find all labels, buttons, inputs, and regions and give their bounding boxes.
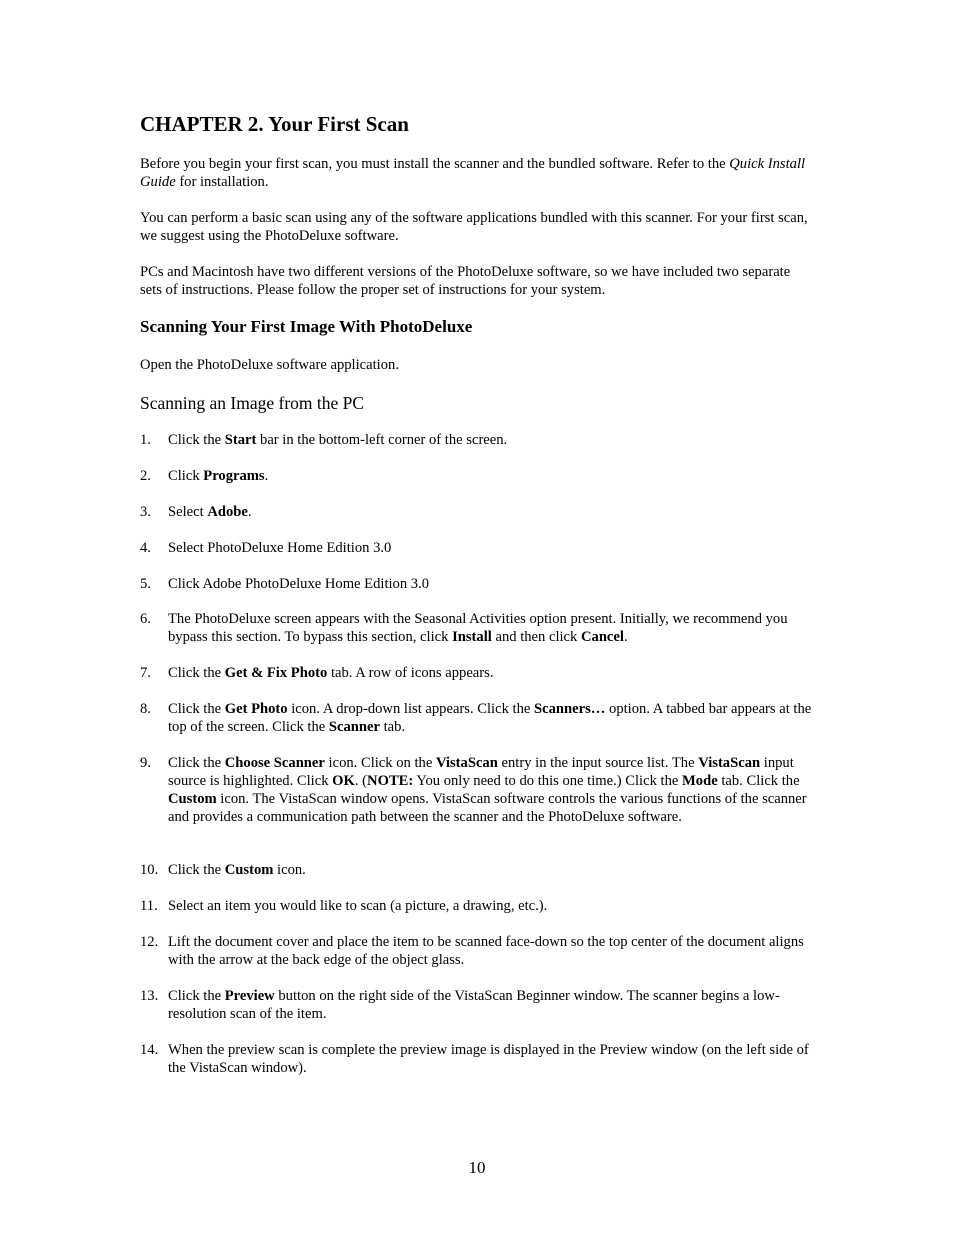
step-number: 5. xyxy=(140,576,151,592)
page-number: 10 xyxy=(468,1158,486,1177)
step-item xyxy=(140,610,814,646)
step-text: Click Programs. xyxy=(168,468,269,484)
step-number: 1. xyxy=(140,432,151,448)
step-text: Click the Start bar in the bottom-left corner of the screen. xyxy=(168,432,508,448)
open-instruction: Open the PhotoDeluxe software application. xyxy=(140,357,399,373)
step-item xyxy=(140,897,814,915)
step-item xyxy=(140,987,814,1023)
step-text: Select Adobe. xyxy=(168,504,252,520)
step-item xyxy=(140,700,814,736)
step-item xyxy=(140,1041,814,1077)
step-number: 12. xyxy=(140,934,159,950)
step-text: Select an item you would like to scan (a picture, a drawing, etc.). xyxy=(168,898,548,914)
quick-install-guide-ref: Quick Install Guide xyxy=(140,156,806,190)
step-number: 4. xyxy=(140,540,151,556)
step-item xyxy=(140,575,814,593)
step-text: Click the Choose Scanner icon. Click on the VistaScan entry in the input source list. The VistaScan input source is highlighted. Click OK. (NOTE: You only need to do this one time.) Click the Mode tab. Click the Custom icon. The VistaScan window opens. VistaScan software controls the various functions of the scanner and provides a communication path between the scanner and the PhotoDeluxe software. xyxy=(168,755,807,825)
step-number: 9. xyxy=(140,755,151,771)
step-text: Click the Get & Fix Photo tab. A row of icons appears. xyxy=(168,665,494,681)
step-item xyxy=(140,503,814,521)
step-number: 3. xyxy=(140,504,151,520)
step-number: 11. xyxy=(140,898,158,914)
intro-paragraph-3: PCs and Macintosh have two different versions of the PhotoDeluxe software, so we have included two separate sets of instructions. Please follow the proper set of instructions for your system. xyxy=(140,264,791,298)
step-number: 7. xyxy=(140,665,151,681)
step-number: 6. xyxy=(140,611,151,627)
intro-p1-text-end: for installation. xyxy=(175,174,269,190)
intro-paragraph-1 xyxy=(140,155,814,191)
step-text: Click Adobe PhotoDeluxe Home Edition 3.0 xyxy=(168,576,430,592)
step-number: 13. xyxy=(140,988,159,1004)
step-item xyxy=(140,539,814,557)
step-number: 8. xyxy=(140,701,151,717)
intro-paragraph-2: You can perform a basic scan using any of the software applications bundled with this scanner. For your first scan, we suggest using the PhotoDeluxe software. xyxy=(140,210,808,244)
step-number: 10. xyxy=(140,862,159,878)
step-text: The PhotoDeluxe screen appears with the Seasonal Activities option present. Initially, we recommend you bypass this section. To bypass this section, click Install and then click Cancel. xyxy=(168,611,788,645)
step-text: When the preview scan is complete the preview image is displayed in the Preview window (on the left side of the VistaScan window). xyxy=(168,1042,809,1076)
chapter-title: CHAPTER 2. Your First Scan xyxy=(140,112,409,136)
section-heading: Scanning Your First Image With PhotoDeluxe xyxy=(140,317,473,336)
step-item xyxy=(140,861,814,879)
step-text: Lift the document cover and place the item to be scanned face-down so the top center of the document aligns with the arrow at the back edge of the object glass. xyxy=(168,934,804,968)
step-item xyxy=(140,467,814,485)
subsection-heading: Scanning an Image from the PC xyxy=(140,393,365,413)
step-number: 2. xyxy=(140,468,151,484)
step-item xyxy=(140,664,814,682)
step-number: 14. xyxy=(140,1042,159,1058)
step-item xyxy=(140,933,814,969)
intro-p1-text: Before you begin your first scan, you must install the scanner and the bundled software. Refer to the xyxy=(140,156,730,172)
step-text: Click the Get Photo icon. A drop-down list appears. Click the Scanners… option. A tabbed bar appears at the top of the screen. Click the Scanner tab. xyxy=(168,701,812,735)
step-text: Select PhotoDeluxe Home Edition 3.0 xyxy=(168,540,392,556)
step-item xyxy=(140,754,814,826)
step-text: Click the Custom icon. xyxy=(168,862,306,878)
step-text: Click the Preview button on the right side of the VistaScan Beginner window. The scanner begins a low-resolution scan of the item. xyxy=(168,988,780,1022)
step-item xyxy=(140,431,814,449)
